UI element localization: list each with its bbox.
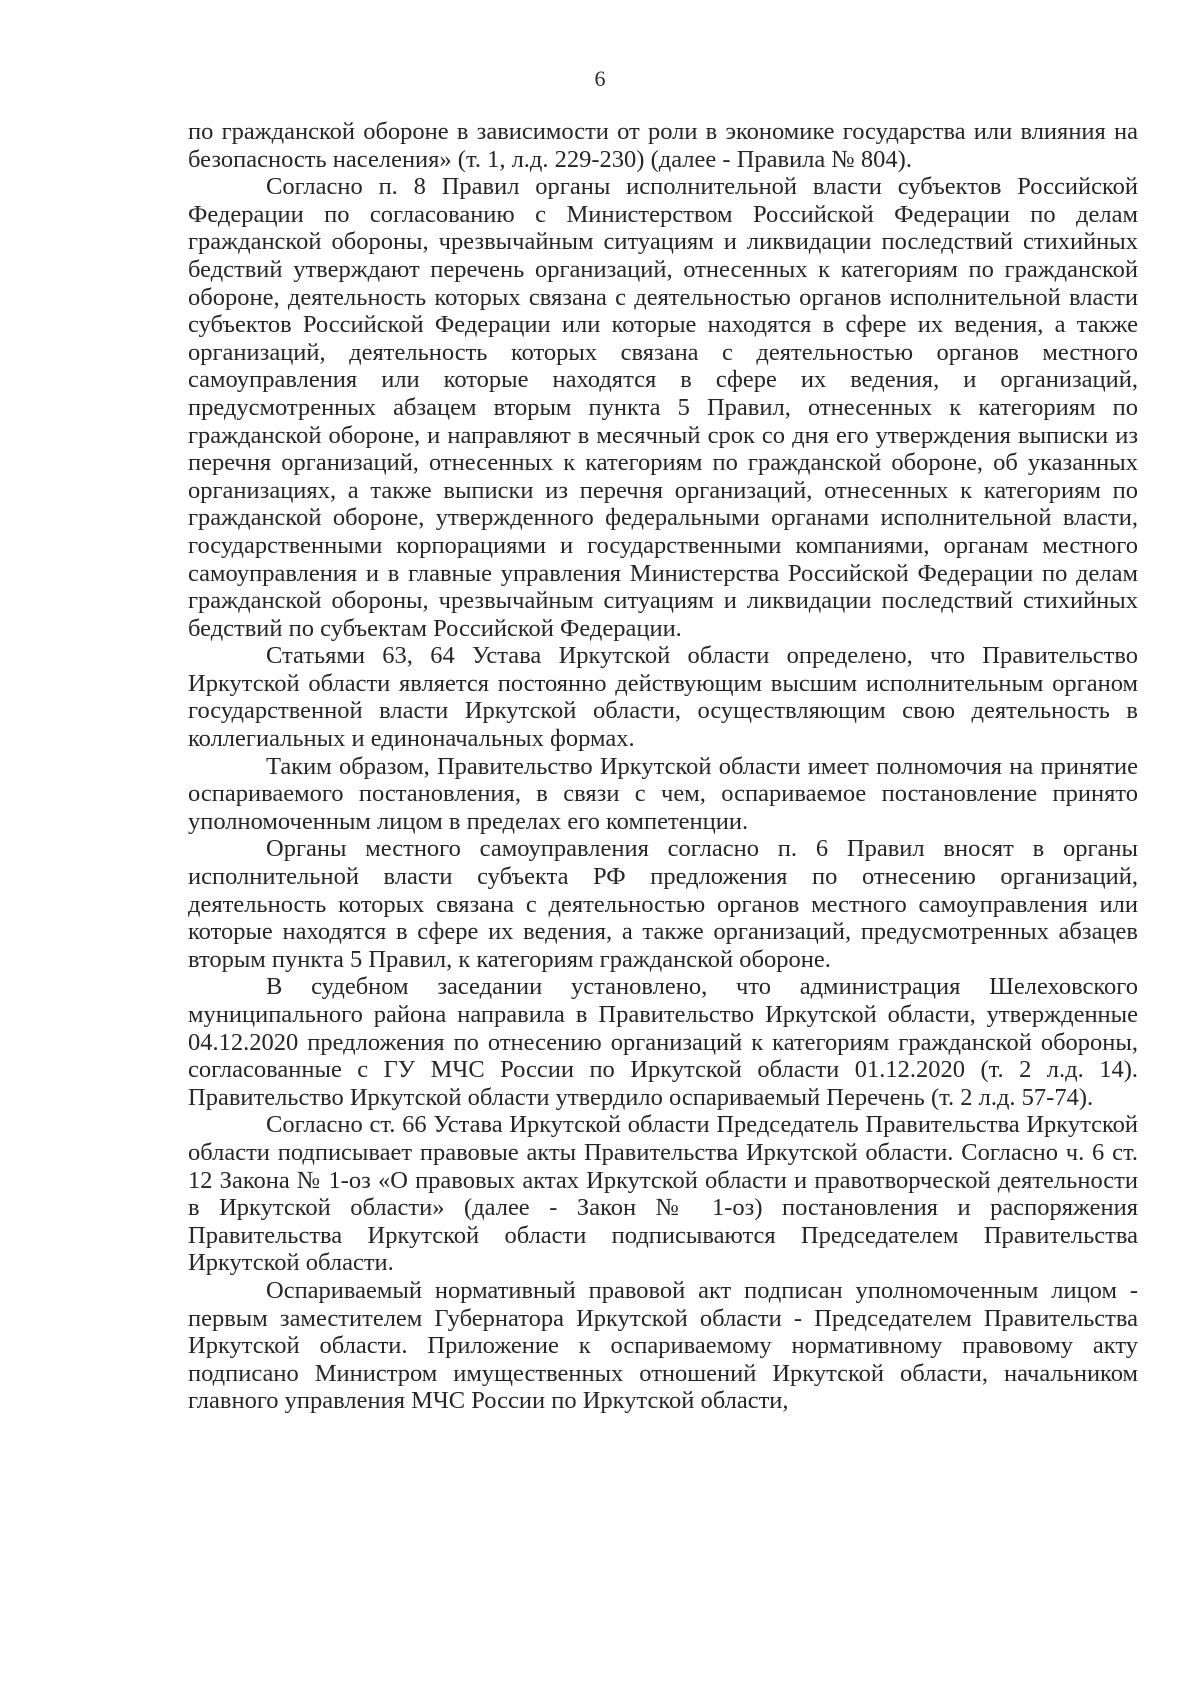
document-body <box>188 118 1138 1415</box>
paragraph-4: Таким образом, Правительство Иркутской области имеет полномочия на принятие оспариваемого постановления, в связи с чем, оспариваемое постановление принято уполномоченным лицом в пределах его компетенции. <box>188 752 1138 835</box>
paragraph-1: по гражданской обороне в зависимости от роли в экономике государства или влияния на безопасность населения» (т. 1, л.д. 229-230) (далее - Правила № 804). <box>188 118 1138 173</box>
paragraph-7: Согласно ст. 66 Устава Иркутской области Председатель Правительства Иркутской области подписывает правовые акты Правительства Иркутской области. Согласно ч. 6 ст. 12 Закона № 1-оз «О правовых актах Иркутской области и правотворческой деятельности в Иркутской области» (далее - Закон № 1-оз) постановления и распоряжения Правительства Иркутской области подписываются Председателем Правительства Иркутской области. <box>188 1111 1138 1277</box>
paragraph-3: Статьями 63, 64 Устава Иркутской области определено, что Правительство Иркутской области является постоянно действующим высшим исполнительным органом государственной власти Иркутской области, осуществляющим свою деятельность в коллегиальных и единоначальных формах. <box>188 642 1138 753</box>
paragraph-5: Органы местного самоуправления согласно п. 6 Правил вносят в органы исполнительной власти субъекта РФ предложения по отнесению организаций, деятельность которых связана с деятельностью органов местного самоуправления или которые находятся в сфере их ведения, а также организаций, предусмотренных абзацев вторым пункта 5 Правил, к категориям гражданской обороне. <box>188 835 1138 973</box>
paragraph-8: Оспариваемый нормативный правовой акт подписан уполномоченным лицом - первым заместителем Губернатора Иркутской области - Председателем Правительства Иркутской области. Приложение к оспариваемому нормативному правовому акту подписано Министром имущественных отношений Иркутской области, начальником главного управления МЧС России по Иркутской области, <box>188 1276 1138 1415</box>
paragraph-6: В судебном заседании установлено, что администрация Шелеховского муниципального района направила в Правительство Иркутской области, утвержденные 04.12.2020 предложения по отнесению организаций к категориям гражданской обороны, согласованные с ГУ МЧС России по Иркутской области 01.12.2020 (т. 2 л.д. 14). Правительство Иркутской области утвердило оспариваемый Перечень (т. 2 л.д. 57-74). <box>188 973 1138 1111</box>
page-number: 6 <box>594 66 606 91</box>
paragraph-2: Согласно п. 8 Правил органы исполнительной власти субъектов Российской Федерации по согласованию с Министерством Российской Федерации по делам гражданской обороны, чрезвычайным ситуациям и ликвидации последствий стихийных бедствий утверждают перечень организаций, отнесенных к категориям по гражданской обороне, деятельность которых связана с деятельностью органов исполнительной власти субъектов Российской Федерации или которые находятся в сфере их ведения, а также организаций, деятельность которых связана с деятельностью органов местного самоуправления или которые находятся в сфере их ведения, и организаций, предусмотренных абзацем вторым пункта 5 Правил, отнесенных к категориям по гражданской обороне, и направляют в месячный срок со дня его утверждения выписки из перечня организаций, отнесенных к категориям по гражданской обороне, об указанных организациях, а также выписки из перечня организаций, отнесенных к категориям по гражданской обороне, утвержденного федеральными органами исполнительной власти, государственными корпорациями и государственными компаниями, органам местного самоуправления и в главные управления Министерства Российской Федерации по делам гражданской обороны, чрезвычайным ситуациям и ликвидации последствий стихийных бедствий по субъектам Российской Федерации. <box>188 173 1138 642</box>
